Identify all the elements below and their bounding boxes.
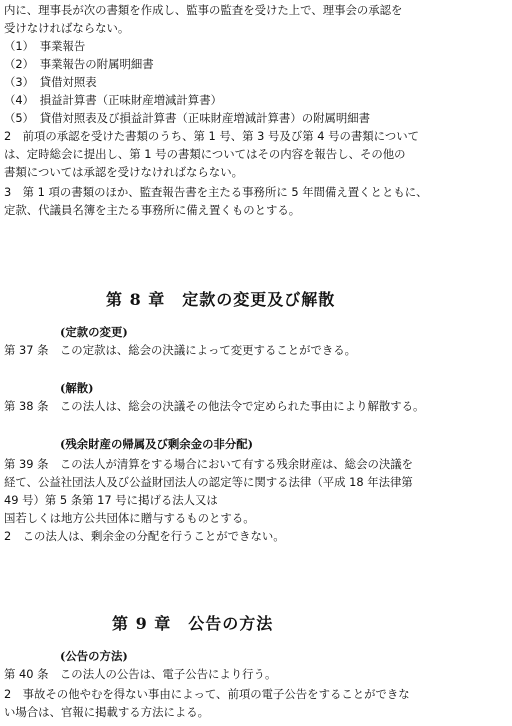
article-39-line-3: 49 号）第 5 条第 17 号に掲げる法人又は (4, 493, 218, 507)
article-40-line-1: 第 40 条 この法人の公告は、電子公告により行う。 (4, 667, 277, 681)
chapter-9-title: 第 9 章 公告の方法 (112, 614, 274, 633)
article-39-line-2: 経て、公益社団法人及び公益財団法人の認定等に関する法律（平成 18 年法律第 (4, 475, 413, 489)
list-item-3: （3） 貸借対照表 (4, 75, 97, 89)
article-38-text: 第 38 条 この法人は、総会の決議その他法令で定められた事由により解散する。 (4, 399, 425, 413)
section7-para3-line-1: 3 第 1 項の書類のほか、監査報告書を主たる事務所に 5 年間備え置くとともに、 (4, 185, 428, 199)
section7-para2-line-2: は、定時総会に提出し、第 1 号の書類についてはその内容を報告し、その他の (4, 147, 406, 161)
list-item-2: （2） 事業報告の附属明細書 (4, 57, 154, 71)
article-40-heading: (公告の方法) (60, 649, 128, 663)
list-item-5: （5） 貸借対照表及び損益計算書（正味財産増減計算書）の附属明細書 (4, 111, 371, 125)
section7-para2-line-1: 2 前項の承認を受けた書類のうち、第 1 号、第 3 号及び第 4 号の書類について (4, 129, 419, 143)
list-item-4: （4） 損益計算書（正味財産増減計算書） (4, 93, 222, 107)
article-37-text: 第 37 条 この定款は、総会の決議によって変更することができる。 (4, 343, 357, 357)
section7-para2-line-3: 書類については承認を受けなければならない。 (4, 165, 243, 179)
article-39-para2: 2 この法人は、剰余金の分配を行うことができない。 (4, 529, 285, 543)
article-37-heading: (定款の変更) (60, 325, 128, 339)
article-40-para2-line-2: い場合は、官報に掲載する方法による。 (4, 705, 210, 719)
article-38-heading: (解散) (60, 381, 94, 395)
article-39-line-4: 国若しくは地方公共団体に贈与するものとする。 (4, 511, 255, 525)
article-39-line-1: 第 39 条 この法人が清算をする場合において有する残余財産は、総会の決議を (4, 457, 414, 471)
section7-line-2: 受けなければならない。 (4, 21, 130, 35)
section7-para3-line-2: 定款、代議員名簿を主たる事務所に備え置くものとする。 (4, 203, 301, 217)
article-40-para2-line-1: 2 事故その他やむを得ない事由によって、前項の電子公告をすることができな (4, 687, 410, 701)
list-item-1: （1） 事業報告 (4, 39, 86, 53)
article-39-heading: (残余財産の帰属及び剰余金の非分配) (60, 437, 254, 451)
chapter-8-title: 第 8 章 定款の変更及び解散 (106, 290, 336, 309)
section7-line-1: 内に、理事長が次の書類を作成し、監事の監査を受けた上で、理事会の承認を (4, 3, 403, 17)
